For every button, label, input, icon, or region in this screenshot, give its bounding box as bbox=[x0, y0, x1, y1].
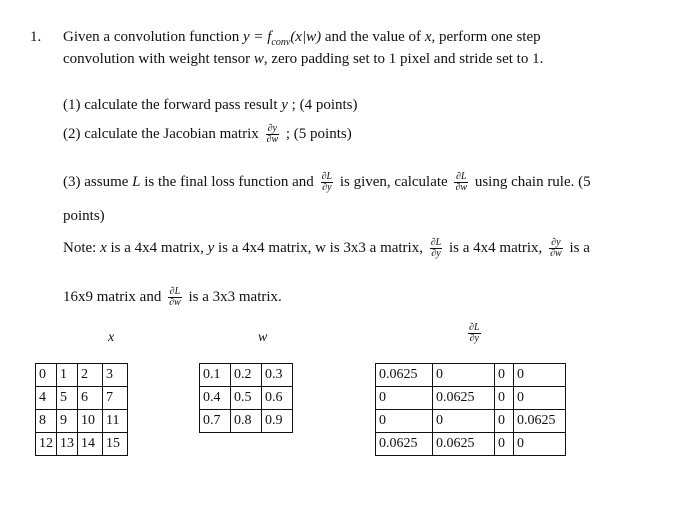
fraction-dL-dw: $\frac{\partial L}{\partial w}$ bbox=[455, 171, 468, 193]
matrix-row bbox=[36, 387, 128, 410]
matrix-cell: 0 bbox=[495, 364, 514, 387]
matrix-cell: 0.4 bbox=[200, 387, 231, 410]
matrix-row bbox=[200, 410, 293, 433]
note-text: is a bbox=[569, 239, 590, 256]
matrix-row bbox=[36, 433, 128, 456]
w-matrix-label: w bbox=[258, 330, 268, 345]
note-line-1 bbox=[63, 238, 590, 259]
x-variable: x bbox=[100, 239, 107, 256]
matrix-cell: 0 bbox=[36, 364, 57, 387]
matrix-row bbox=[36, 364, 128, 387]
matrix-cell: 0.9 bbox=[262, 410, 293, 433]
matrix-cell: 5 bbox=[57, 387, 78, 410]
matrix-cell: 12 bbox=[36, 433, 57, 456]
fraction-dL-dw: $\frac{\partial L}{\partial w}$ bbox=[169, 286, 181, 308]
matrix-cell: 0.0625 bbox=[433, 387, 495, 410]
matrix-cell: 0 bbox=[495, 410, 514, 433]
part-3-points: points) bbox=[63, 208, 105, 224]
fraction-dL-dy: $\frac{\partial L}{\partial y}$ bbox=[430, 237, 442, 259]
w-matrix bbox=[199, 363, 293, 433]
matrix-cell: 0.0625 bbox=[514, 410, 566, 433]
problem-text: and the value of bbox=[324, 29, 422, 45]
problem-text: , zero padding set to 1 pixel and stride set to 1. bbox=[263, 51, 544, 67]
w-variable: w bbox=[253, 51, 264, 67]
matrix-cell: 0.0625 bbox=[433, 433, 495, 456]
part-3-text: is given, calculate bbox=[339, 173, 448, 190]
matrix-cell: 0 bbox=[495, 433, 514, 456]
problem-text: , perform one step bbox=[431, 29, 541, 45]
L-variable: L bbox=[132, 173, 141, 190]
problem-number: 1. bbox=[30, 29, 42, 45]
note-line-2 bbox=[63, 287, 282, 308]
matrix-row bbox=[376, 433, 566, 456]
func-y: y = bbox=[242, 29, 264, 45]
matrix-cell: 6 bbox=[78, 387, 103, 410]
part-2 bbox=[63, 124, 352, 145]
note-text: is a 4x4 matrix, bbox=[110, 239, 204, 256]
matrix-cell: 1 bbox=[57, 364, 78, 387]
matrix-row bbox=[376, 387, 566, 410]
part-3 bbox=[63, 172, 591, 193]
func-subscript: conv bbox=[271, 37, 291, 48]
note-label: Note: bbox=[63, 239, 97, 256]
matrix-cell: 13 bbox=[57, 433, 78, 456]
matrix-row bbox=[36, 410, 128, 433]
matrix-cell: 8 bbox=[36, 410, 57, 433]
part-1-text: (1) calculate the forward pass result bbox=[63, 97, 278, 113]
matrix-cell: 0.2 bbox=[231, 364, 262, 387]
x-matrix bbox=[35, 363, 128, 456]
fraction-dy-dw: $\frac{\partial y}{\partial w}$ bbox=[266, 123, 279, 145]
part-3-text: (3) assume bbox=[63, 173, 129, 190]
dLdy-matrix bbox=[375, 363, 566, 456]
matrix-cell: 0.1 bbox=[200, 364, 231, 387]
matrix-cell: 11 bbox=[103, 410, 128, 433]
y-variable: y bbox=[281, 97, 288, 113]
part-2-points: ; (5 points) bbox=[285, 125, 352, 142]
matrix-cell: 0 bbox=[514, 387, 566, 410]
x-variable: x bbox=[424, 29, 432, 45]
matrix-cell: 0.5 bbox=[231, 387, 262, 410]
problem-text: Given a convolution function bbox=[63, 29, 240, 45]
matrix-cell: 15 bbox=[103, 433, 128, 456]
func-args: (x|w) bbox=[290, 29, 322, 45]
problem-line-2 bbox=[63, 50, 543, 68]
matrix-cell: 0.0625 bbox=[376, 433, 433, 456]
part-2-text: (2) calculate the Jacobian matrix bbox=[63, 125, 259, 142]
matrix-cell: 7 bbox=[103, 387, 128, 410]
matrix-cell: 0 bbox=[514, 364, 566, 387]
fraction-dL-dy: $\frac{\partial L}{\partial y}$ bbox=[321, 171, 333, 193]
func-f: f bbox=[267, 29, 272, 45]
matrix-cell: 0.0625 bbox=[376, 364, 433, 387]
matrix-cell: 0 bbox=[376, 410, 433, 433]
matrix-cell: 0.7 bbox=[200, 410, 231, 433]
dLdy-matrix-label: $\frac{\partial L}{\partial y}$ bbox=[469, 322, 480, 344]
matrix-cell: 2 bbox=[78, 364, 103, 387]
part-3-text: using chain rule. (5 bbox=[474, 173, 591, 190]
matrix-cell: 4 bbox=[36, 387, 57, 410]
part-1 bbox=[63, 96, 358, 114]
matrix-row bbox=[200, 387, 293, 410]
note-text: is a 4x4 matrix, w is 3x3 a matrix, bbox=[218, 239, 423, 256]
matrix-cell: 3 bbox=[103, 364, 128, 387]
x-matrix-label: x bbox=[108, 330, 115, 345]
matrix-cell: 0 bbox=[376, 387, 433, 410]
problem-line-1 bbox=[63, 28, 541, 52]
fraction-dy-dw: $\frac{\partial y}{\partial w}$ bbox=[550, 237, 562, 259]
matrix-cell: 14 bbox=[78, 433, 103, 456]
matrix-cell: 0.3 bbox=[262, 364, 293, 387]
note-text: is a 4x4 matrix, bbox=[448, 239, 543, 256]
matrix-row bbox=[200, 364, 293, 387]
matrix-cell: 0 bbox=[433, 410, 495, 433]
matrix-cell: 0 bbox=[514, 433, 566, 456]
matrix-cell: 0 bbox=[495, 387, 514, 410]
note-text: is a 3x3 matrix. bbox=[188, 288, 282, 305]
matrix-cell: 0 bbox=[433, 364, 495, 387]
matrix-cell: 0.8 bbox=[231, 410, 262, 433]
part-3-text: is the final loss function and bbox=[144, 173, 314, 190]
matrix-cell: 0.6 bbox=[262, 387, 293, 410]
part-1-points: ; (4 points) bbox=[291, 97, 358, 113]
matrix-row bbox=[376, 410, 566, 433]
problem-text: convolution with weight tensor bbox=[63, 51, 251, 67]
y-variable: y bbox=[207, 239, 215, 256]
note-text: 16x9 matrix and bbox=[63, 288, 162, 305]
matrix-row bbox=[376, 364, 566, 387]
matrix-cell: 9 bbox=[57, 410, 78, 433]
matrix-cell: 10 bbox=[78, 410, 103, 433]
